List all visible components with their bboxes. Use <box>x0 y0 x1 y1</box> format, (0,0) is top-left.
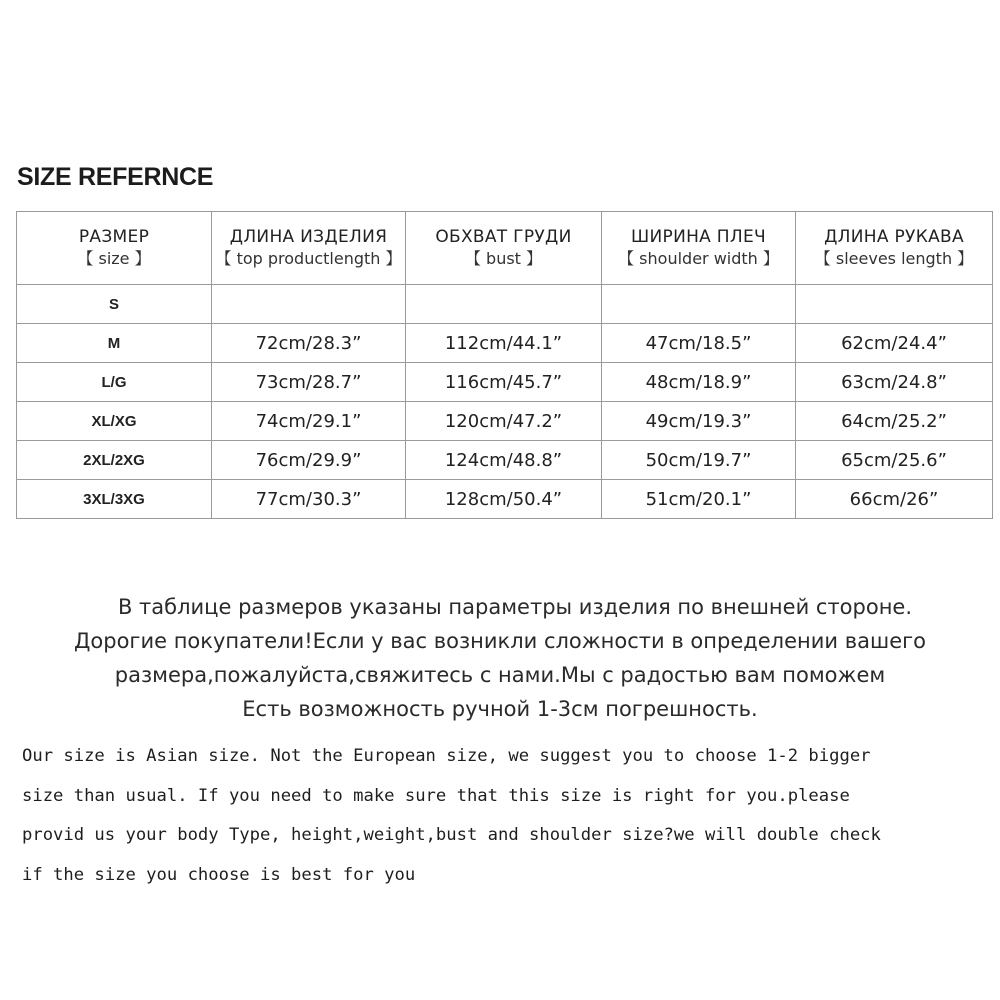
russian-note-line: Есть возможность ручной 1-3см погрешность. <box>242 697 758 721</box>
length-cell: 77cm/30.3” <box>212 480 406 519</box>
header-label-ru: ШИРИНА ПЛЕЧ <box>631 227 766 247</box>
english-note-line: Our size is Asian size. Not the European size, we suggest you to choose 1-2 bigger <box>22 746 871 766</box>
sleeve-cell: 62cm/24.4” <box>796 324 993 363</box>
sleeve-cell: 63cm/24.8” <box>796 363 993 402</box>
length-cell: 72cm/28.3” <box>212 324 406 363</box>
bust-cell: 124cm/48.8” <box>406 441 602 480</box>
shoulder-cell: 51cm/20.1” <box>602 480 796 519</box>
header-label-en: 【 bust 】 <box>464 249 543 268</box>
table-row <box>17 285 993 324</box>
size-cell: 2XL/2XG <box>17 441 212 480</box>
sleeve-cell: 65cm/25.6” <box>796 441 993 480</box>
table-row <box>17 402 993 441</box>
bust-cell: 120cm/47.2” <box>406 402 602 441</box>
header-length <box>212 212 406 285</box>
header-label-ru: ДЛИНА РУКАВА <box>824 227 964 247</box>
table-row <box>17 480 993 519</box>
table-header-row <box>17 212 993 285</box>
shoulder-cell: 48cm/18.9” <box>602 363 796 402</box>
bust-cell: 116cm/45.7” <box>406 363 602 402</box>
size-cell: 3XL/3XG <box>17 480 212 519</box>
header-label-en: 【 top productlength 】 <box>215 249 402 268</box>
shoulder-cell: 47cm/18.5” <box>602 324 796 363</box>
header-shoulder <box>602 212 796 285</box>
length-cell: 73cm/28.7” <box>212 363 406 402</box>
header-bust <box>406 212 602 285</box>
page-title: SIZE REFERNCE <box>17 163 214 191</box>
header-size <box>17 212 212 285</box>
size-cell: S <box>17 285 212 324</box>
english-note <box>22 737 982 895</box>
russian-note-line: Дорогие покупатели!Если у вас возникли сложности в определении вашего <box>73 629 926 653</box>
header-label-en: 【 size 】 <box>77 249 151 268</box>
sleeve-cell: 66cm/26” <box>796 480 993 519</box>
bust-cell: 128cm/50.4” <box>406 480 602 519</box>
header-label-ru: РАЗМЕР <box>78 227 150 247</box>
bust-cell <box>406 285 602 324</box>
shoulder-cell <box>602 285 796 324</box>
english-note-line: if the size you choose is best for you <box>22 864 416 885</box>
russian-note-line: В таблице размеров указаны параметры изделия по внешней стороне. <box>117 595 913 619</box>
length-cell: 76cm/29.9” <box>212 441 406 480</box>
english-note-line: provid us your body Type, height,weight,bust and shoulder size?we will double check <box>22 825 881 845</box>
length-cell: 74cm/29.1” <box>212 402 406 441</box>
bust-cell: 112cm/44.1” <box>406 324 602 363</box>
shoulder-cell: 50cm/19.7” <box>602 441 796 480</box>
header-label-en: 【 shoulder width 】 <box>618 249 779 268</box>
header-label-en: 【 sleeves length 】 <box>814 249 974 268</box>
table-row <box>17 324 993 363</box>
header-sleeve <box>796 212 993 285</box>
english-note-line: size than usual. If you need to make sure that this size is right for you.please <box>22 785 850 806</box>
header-label-ru: ОБХВАТ ГРУДИ <box>435 227 572 247</box>
sleeve-cell: 64cm/25.2” <box>796 402 993 441</box>
table-row <box>17 363 993 402</box>
size-cell: L/G <box>17 363 212 402</box>
size-cell: M <box>17 324 212 363</box>
table-row <box>17 441 993 480</box>
size-reference-table <box>16 211 993 519</box>
russian-note <box>0 590 1000 726</box>
sleeve-cell <box>796 285 993 324</box>
russian-note-line: размера,пожалуйста,свяжитесь с нами.Мы с радостью вам поможем <box>114 663 886 687</box>
length-cell <box>212 285 406 324</box>
size-cell: XL/XG <box>17 402 212 441</box>
shoulder-cell: 49cm/19.3” <box>602 402 796 441</box>
header-label-ru: ДЛИНА ИЗДЕЛИЯ <box>229 227 388 247</box>
